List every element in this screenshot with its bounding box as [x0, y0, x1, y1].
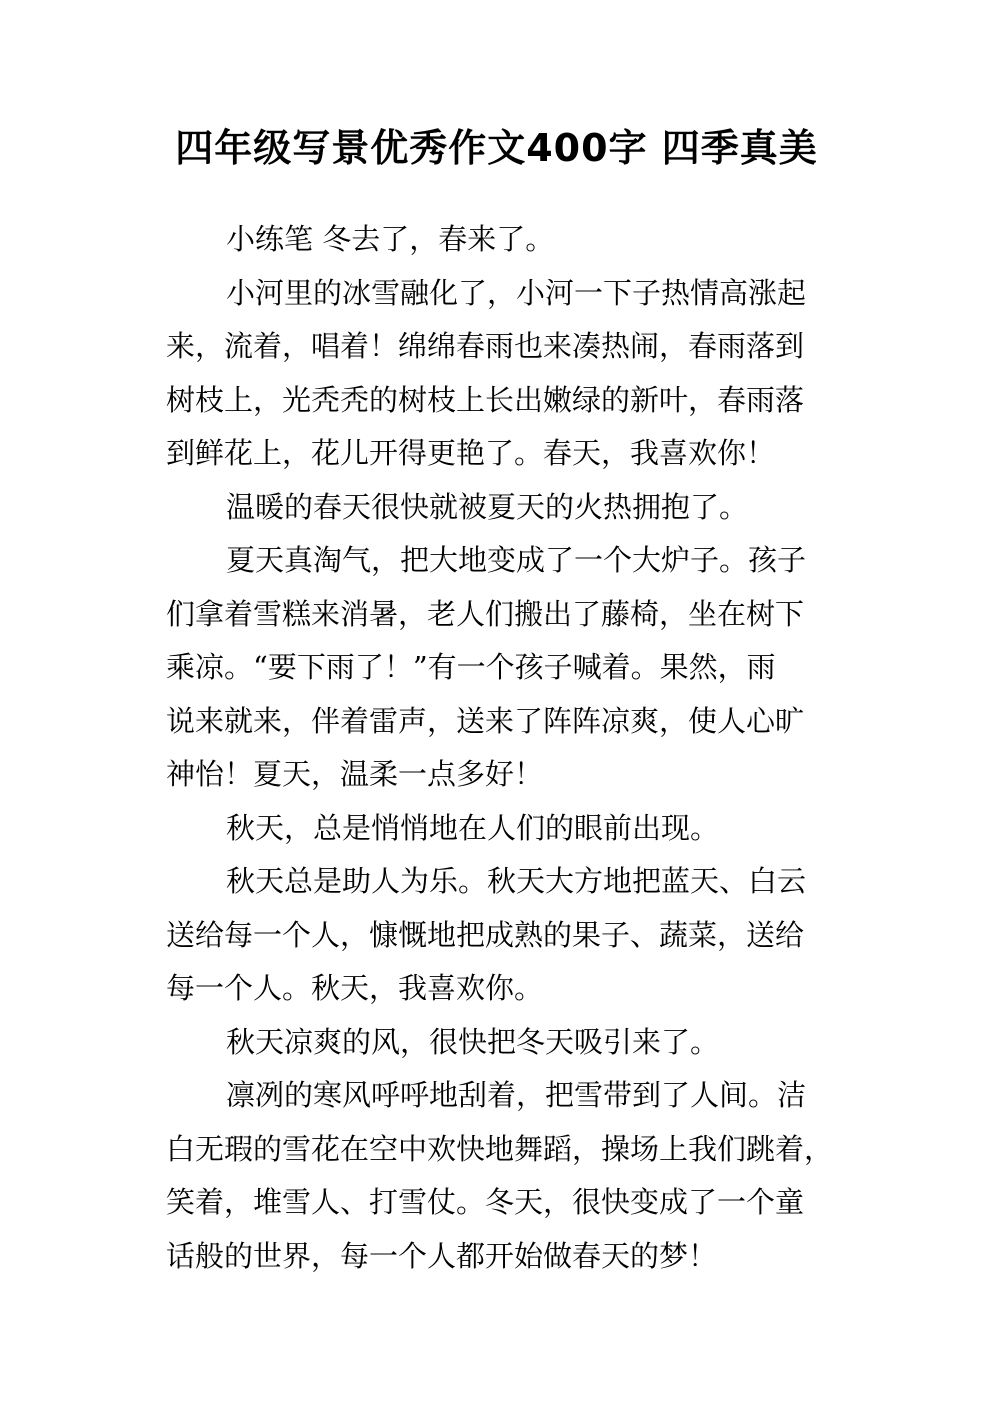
paragraph-line: 树枝上，光秃秃的树枝上长出嫩绿的新叶，春雨落	[166, 382, 805, 417]
paragraph	[166, 481, 830, 535]
paragraph-line: 送给每一个人，慷慨地把成熟的果子、蔬菜，送给	[166, 917, 805, 952]
paragraph-line: 温暖的春天很快就被夏天的火热拥抱了。	[226, 489, 749, 524]
paragraph-line: 到鲜花上，花儿开得更艳了。春天，我喜欢你！	[166, 436, 776, 470]
paragraph-line: 白无瑕的雪花在空中欢快地舞蹈，操场上我们跳着，	[166, 1131, 834, 1166]
paragraph-line: 秋天凉爽的风，很快把冬天吸引来了。	[226, 1024, 720, 1059]
paragraph-line: 每一个人。秋天，我喜欢你。	[166, 971, 544, 1005]
paragraph-line: 小河里的冰雪融化了，小河一下子热情高涨起	[226, 275, 807, 310]
paragraph	[166, 267, 830, 481]
paragraph-line: 小练笔 冬去了，春来了。	[226, 222, 555, 256]
paragraph-line: 凛冽的寒风呼呼地刮着，把雪带到了人间。洁	[226, 1078, 807, 1112]
paragraph-line: 神怡！夏天，温柔一点多好！	[166, 757, 544, 791]
document-body	[166, 213, 834, 1283]
paragraph-line: 乘凉。“要下雨了！”有一个孩子喊着。果然，雨	[166, 650, 776, 684]
paragraph	[166, 1069, 834, 1283]
paragraph-line: 笑着，堆雪人、打雪仗。冬天，很快变成了一个童	[166, 1185, 805, 1219]
paragraph-line: 秋天，总是悄悄地在人们的眼前出现。	[226, 810, 720, 845]
paragraph-line: 说来就来，伴着雷声，送来了阵阵凉爽，使人心旷	[166, 703, 805, 738]
paragraph-line: 夏天真淘气，把大地变成了一个大炉子。孩子	[226, 543, 807, 577]
paragraph	[166, 855, 830, 1016]
paragraph-line: 话般的世界，每一个人都开始做春天的梦！	[166, 1238, 718, 1273]
paragraph	[166, 213, 830, 267]
document-title: 四年级写景优秀作文400字 四季真美	[175, 126, 818, 170]
paragraph-line: 秋天总是助人为乐。秋天大方地把蓝天、白云	[226, 864, 807, 898]
paragraph	[166, 534, 830, 802]
paragraph	[166, 1016, 830, 1070]
paragraph	[166, 802, 830, 856]
paragraph-line: 来，流着，唱着！绵绵春雨也来凑热闹，春雨落到	[166, 329, 805, 363]
paragraph-line: 们拿着雪糕来消暑，老人们搬出了藤椅，坐在树下	[166, 596, 805, 631]
